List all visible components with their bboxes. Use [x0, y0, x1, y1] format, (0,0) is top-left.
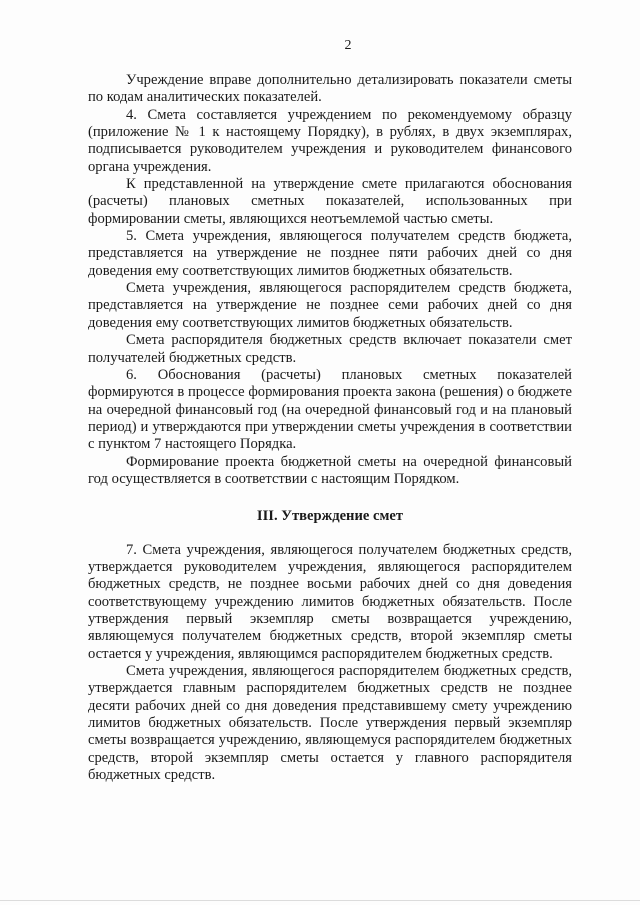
- paragraph-distributor-estimate: Смета учреждения, являющегося распорядителем средств бюджета, представляется на утверждение не позднее семи рабочих дней со дня доведения ему соответствующих лимитов бюджетных обязательств.: [88, 280, 572, 331]
- paragraph-draft-formation: Формирование проекта бюджетной сметы на очередной финансовый год осуществляется в соответствии с настоящим Порядком.: [88, 453, 572, 487]
- paragraph-detailing: Учреждение вправе дополнительно детализировать показатели сметы по кодам аналитических показателей.: [88, 72, 572, 106]
- paragraph-item-4: 4. Смета составляется учреждением по рекомендуемому образцу (приложение № 1 к настоящему Порядку), в рублях, в двух экземплярах, подписывается руководителем учреждения и руководителем финансового органа учреждения.: [88, 106, 572, 175]
- page-number: 2: [344, 38, 352, 53]
- paragraph-item-6: 6. Обоснования (расчеты) плановых сметных показателей формируются в процессе формирования проекта закона (решения) о бюджете на очередной финансовый год (на очередной финансовый год и на плановый период) и утверждаются при утверждении сметы учреждения в соответствии с пунктом 7 настоящего Порядка.: [88, 366, 572, 453]
- paragraph-distributor-indicators: Смета распорядителя бюджетных средств включает показатели смет получателей бюджетных средств.: [88, 332, 572, 366]
- document-body: [88, 72, 572, 784]
- page-bottom-edge: [0, 900, 640, 901]
- paragraph-main-distributor-approval: Смета учреждения, являющегося распорядителем бюджетных средств, утверждается главным распорядителем бюджетных средств не позднее десяти рабочих дней со дня доведения представившему смету учреждению лимитов бюджетных обязательств. После утверждения первый экземпляр сметы возвращается учреждению, являющемуся распорядителем бюджетных средств, второй экземпляр сметы остается у главного распорядителя бюджетных средств.: [88, 663, 572, 784]
- paragraph-item-5: 5. Смета учреждения, являющегося получателем средств бюджета, представляется на утверждение не позднее пяти рабочих дней со дня доведения ему соответствующих лимитов бюджетных обязательств.: [88, 228, 572, 279]
- section-title: III. Утверждение смет: [256, 508, 404, 525]
- paragraph-justifications: К представленной на утверждение смете прилагаются обоснования (расчеты) плановых сметных показателей, использованных при формировании сметы, являющихся неотъемлемой частью сметы.: [88, 176, 572, 227]
- paragraph-item-7: 7. Смета учреждения, являющегося получателем бюджетных средств, утверждается руководителем учреждения, являющегося распорядителем бюджетных средств, не позднее восьми рабочих дней со дня доведения соответствующему учреждению лимитов бюджетных обязательств. После утверждения первый экземпляр сметы возвращается учреждению, являющемуся получателем бюджетных средств, второй экземпляр сметы остается у учреждения, являющимся распорядителем бюджетных средств.: [88, 541, 572, 662]
